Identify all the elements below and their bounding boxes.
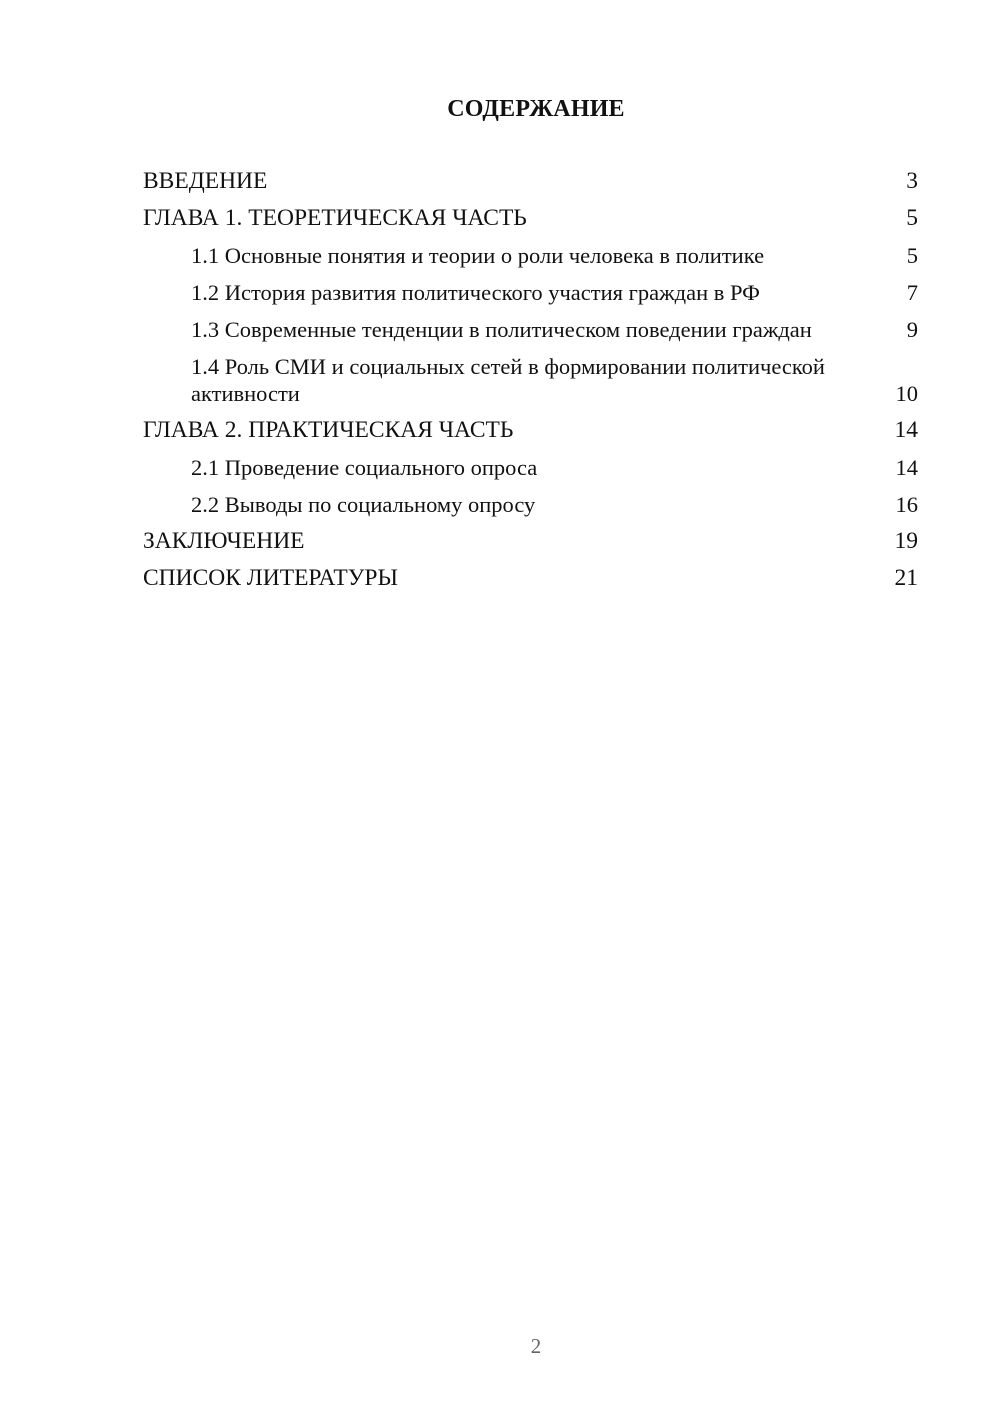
page-number: 2	[530, 1334, 542, 1358]
toc-entry-label: ГЛАВА 2. ПРАКТИЧЕСКАЯ ЧАСТЬ	[143, 417, 514, 443]
toc-entry-page: 14	[895, 455, 918, 480]
toc-entry-section-2-1[interactable]	[143, 454, 918, 481]
toc-entry-section-1-1[interactable]	[143, 242, 918, 269]
toc-entry-page: 9	[906, 317, 918, 342]
toc-entry-label: 2.1 Проведение социального опроса	[191, 455, 538, 480]
toc-entry-label: СПИСОК ЛИТЕРАТУРЫ	[143, 565, 398, 591]
table-of-contents	[143, 168, 918, 602]
toc-entry-label: 1.2 История развития политического участия граждан в РФ	[191, 280, 760, 305]
toc-entry-page: 3	[906, 168, 918, 194]
toc-entry-label: 1.1 Основные понятия и теории о роли человека в политике	[191, 243, 765, 268]
toc-entry-label: 1.4 Роль СМИ и социальных сетей в формировании политической активности	[191, 354, 825, 406]
toc-entry-label: ВВЕДЕНИЕ	[143, 168, 268, 194]
toc-entry-references[interactable]	[143, 565, 918, 592]
toc-entry-page: 14	[894, 417, 918, 443]
page-title: СОДЕРЖАНИЕ	[447, 96, 625, 122]
toc-entry-label: 2.2 Выводы по социальному опросу	[191, 492, 536, 517]
toc-entry-page: 19	[894, 528, 918, 554]
toc-entry-page: 21	[894, 565, 918, 591]
toc-entry-conclusion[interactable]	[143, 528, 918, 555]
toc-entry-introduction[interactable]	[143, 168, 918, 195]
toc-entry-page: 16	[895, 492, 918, 517]
toc-entry-label: ГЛАВА 1. ТЕОРЕТИЧЕСКАЯ ЧАСТЬ	[143, 205, 527, 231]
toc-entry-page: 5	[906, 205, 918, 231]
toc-entry-section-1-3[interactable]	[143, 316, 918, 343]
toc-entry-label: 1.3 Современные тенденции в политическом поведении граждан	[191, 317, 812, 342]
toc-entry-page: 10	[895, 381, 918, 406]
toc-entry-page: 5	[906, 243, 918, 268]
toc-entry-chapter-2[interactable]	[143, 417, 918, 444]
toc-entry-section-1-2[interactable]	[143, 279, 918, 306]
toc-entry-label: ЗАКЛЮЧЕНИЕ	[143, 528, 305, 554]
toc-entry-chapter-1[interactable]	[143, 205, 918, 232]
toc-entry-section-1-4[interactable]	[143, 353, 918, 407]
toc-entry-page: 7	[906, 280, 918, 305]
toc-entry-section-2-2[interactable]	[143, 491, 918, 518]
